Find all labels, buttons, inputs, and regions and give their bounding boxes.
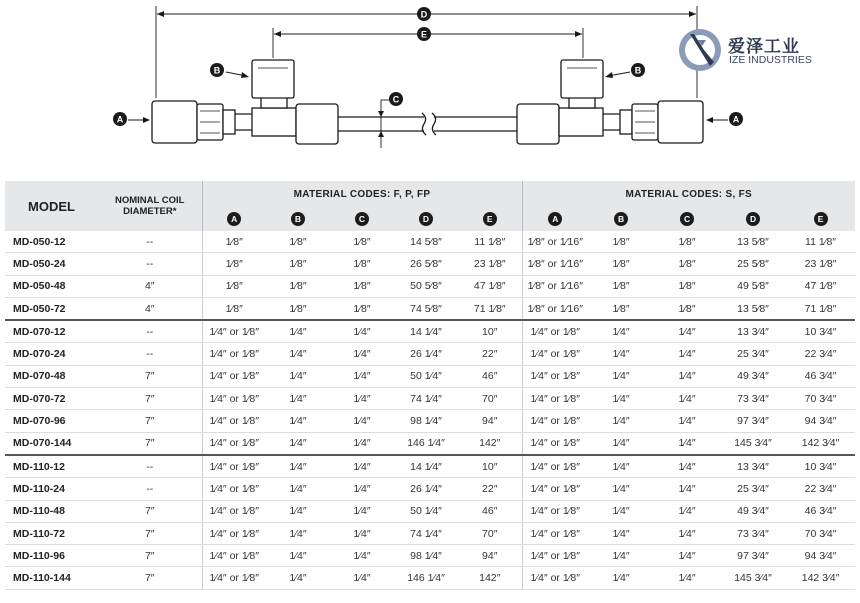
dimension-cell-e1: 11 1⁄8″ [458,231,522,253]
dimension-cell-d2: 145 3⁄4″ [720,432,786,455]
dimension-cell-c2: 1⁄8″ [654,253,720,275]
dimension-cell-e1: 71 1⁄8″ [458,297,522,320]
coil-diameter-cell: -- [98,455,202,478]
dimension-cell-e2: 46 3⁄4″ [786,365,855,387]
dimension-cell-c1: 1⁄4″ [330,343,394,365]
dimension-cell-c1: 1⁄4″ [330,388,394,410]
dimension-cell-b1: 1⁄4″ [266,522,330,544]
column-header-c-group2 [654,207,720,231]
svg-text:E: E [420,29,428,40]
dimension-cell-a2: 1⁄8″ or 1⁄16″ [522,297,588,320]
dimension-cell-b2: 1⁄4″ [588,500,654,522]
dimension-cell-e1: 94″ [458,410,522,432]
dimension-cell-e2: 94 3⁄4″ [786,545,855,567]
dimension-cell-e2: 71 1⁄8″ [786,297,855,320]
dimension-cell-b1: 1⁄8″ [266,297,330,320]
dimension-cell-c2: 1⁄8″ [654,231,720,253]
dimension-cell-c1: 1⁄4″ [330,478,394,500]
dimension-cell-a2: 1⁄8″ or 1⁄16″ [522,231,588,253]
dimension-cell-e2: 94 3⁄4″ [786,410,855,432]
svg-text:C: C [392,94,400,105]
dimension-cell-d2: 25 5⁄8″ [720,253,786,275]
dimension-cell-b2: 1⁄8″ [588,231,654,253]
dimension-cell-c2: 1⁄4″ [654,478,720,500]
dimension-cell-c1: 1⁄4″ [330,432,394,455]
dimension-cell-d1: 74 5⁄8″ [394,297,458,320]
dimension-cell-a1: 1⁄4″ or 1⁄8″ [202,410,266,432]
dimension-cell-e1: 10″ [458,320,522,343]
dimension-cell-c1: 1⁄4″ [330,455,394,478]
table-row [5,388,855,410]
column-header-e-group2 [786,207,855,231]
dimension-cell-c2: 1⁄8″ [654,297,720,320]
model-cell: MD-070-48 [5,365,98,387]
dimension-cell-b1: 1⁄8″ [266,231,330,253]
model-cell: MD-110-72 [5,522,98,544]
table-row [5,522,855,544]
dimension-cell-b1: 1⁄4″ [266,567,330,589]
table-row [5,455,855,478]
dimension-cell-d2: 25 3⁄4″ [720,478,786,500]
dimension-cell-c2: 1⁄4″ [654,388,720,410]
model-cell: MD-110-48 [5,500,98,522]
coil-diameter-cell: -- [98,231,202,253]
dimension-cell-d2: 49 3⁄4″ [720,500,786,522]
dimension-cell-e2: 46 3⁄4″ [786,500,855,522]
dimension-cell-a2: 1⁄4″ or 1⁄8″ [522,522,588,544]
dimension-cell-c2: 1⁄4″ [654,410,720,432]
letter-badge-e: E [483,212,497,226]
letter-badge-b: B [614,212,628,226]
dimension-cell-d1: 50 1⁄4″ [394,365,458,387]
dimension-cell-e1: 22″ [458,343,522,365]
coil-diameter-cell: 7″ [98,410,202,432]
model-cell: MD-070-24 [5,343,98,365]
dimension-cell-d1: 26 1⁄4″ [394,343,458,365]
dimension-cell-d2: 13 5⁄8″ [720,297,786,320]
dimension-cell-d1: 146 1⁄4″ [394,567,458,589]
dimension-cell-c1: 1⁄8″ [330,275,394,297]
dimension-cell-c2: 1⁄4″ [654,432,720,455]
dimension-cell-a1: 1⁄4″ or 1⁄8″ [202,343,266,365]
column-header-d-group1 [394,207,458,231]
dimension-cell-a1: 1⁄8″ [202,275,266,297]
coil-diameter-cell: 7″ [98,545,202,567]
dimension-cell-e2: 70 3⁄4″ [786,388,855,410]
dimension-cell-d1: 14 1⁄4″ [394,455,458,478]
dimension-cell-e2: 11 1⁄8″ [786,231,855,253]
dimension-cell-b1: 1⁄8″ [266,275,330,297]
dimension-cell-e1: 142″ [458,432,522,455]
dimension-cell-c2: 1⁄8″ [654,275,720,297]
dimension-cell-a1: 1⁄4″ or 1⁄8″ [202,365,266,387]
dimension-cell-c1: 1⁄4″ [330,365,394,387]
dimension-cell-d1: 50 1⁄4″ [394,500,458,522]
dimension-cell-e2: 10 3⁄4″ [786,320,855,343]
dimension-cell-b1: 1⁄4″ [266,388,330,410]
callout-d [417,7,431,21]
coil-diameter-cell: -- [98,320,202,343]
dimension-cell-a1: 1⁄8″ [202,297,266,320]
column-header-d-group2 [720,207,786,231]
callout-e [417,27,431,41]
dimension-cell-d2: 49 3⁄4″ [720,365,786,387]
dimension-cell-b2: 1⁄8″ [588,297,654,320]
dimension-cell-a1: 1⁄4″ or 1⁄8″ [202,455,266,478]
dimension-cell-b2: 1⁄4″ [588,343,654,365]
dimension-cell-d2: 13 5⁄8″ [720,231,786,253]
coil-diameter-cell: -- [98,478,202,500]
svg-text:B: B [213,65,221,76]
table-row [5,410,855,432]
dimension-cell-d1: 98 1⁄4″ [394,410,458,432]
dimension-cell-a2: 1⁄4″ or 1⁄8″ [522,343,588,365]
model-cell: MD-070-144 [5,432,98,455]
dimension-cell-a2: 1⁄4″ or 1⁄8″ [522,500,588,522]
dimension-cell-c1: 1⁄4″ [330,410,394,432]
dimension-cell-b1: 1⁄8″ [266,253,330,275]
svg-text:D: D [420,9,428,20]
model-cell: MD-070-96 [5,410,98,432]
dimension-cell-b2: 1⁄4″ [588,567,654,589]
dimension-cell-b2: 1⁄4″ [588,545,654,567]
dimension-cell-d2: 49 5⁄8″ [720,275,786,297]
dimension-cell-c2: 1⁄4″ [654,320,720,343]
model-cell: MD-110-96 [5,545,98,567]
dimension-cell-a1: 1⁄4″ or 1⁄8″ [202,500,266,522]
table-row [5,253,855,275]
dimension-cell-b2: 1⁄4″ [588,365,654,387]
coil-diameter-cell: 7″ [98,365,202,387]
dimension-cell-c2: 1⁄4″ [654,567,720,589]
letter-badge-d: D [746,212,760,226]
table-row [5,478,855,500]
dimension-cell-e2: 142 3⁄4″ [786,432,855,455]
dimension-cell-e1: 10″ [458,455,522,478]
dimension-cell-b1: 1⁄4″ [266,343,330,365]
callout-a-left [113,112,127,126]
dimension-cell-a2: 1⁄4″ or 1⁄8″ [522,388,588,410]
column-header-a-group2 [522,207,588,231]
table-row [5,567,855,589]
logo-chinese-name: 爱泽工业 [728,37,800,57]
dimension-cell-e1: 142″ [458,567,522,589]
dimension-cell-d2: 13 3⁄4″ [720,320,786,343]
dimension-cell-a2: 1⁄4″ or 1⁄8″ [522,410,588,432]
dimension-cell-c1: 1⁄8″ [330,253,394,275]
dimension-cell-d2: 13 3⁄4″ [720,455,786,478]
dimension-cell-b1: 1⁄4″ [266,410,330,432]
callout-b-right [631,63,645,77]
logo-mark-icon [676,26,724,74]
dimension-cell-d1: 74 1⁄4″ [394,388,458,410]
letter-badge-a: A [227,212,241,226]
table-row [5,231,855,253]
letter-badge-b: B [291,212,305,226]
callout-c [389,92,403,106]
dimension-cell-b1: 1⁄4″ [266,432,330,455]
dimension-cell-e1: 47 1⁄8″ [458,275,522,297]
dimension-cell-c1: 1⁄8″ [330,231,394,253]
dimension-cell-d2: 97 3⁄4″ [720,410,786,432]
dimension-cell-d2: 73 3⁄4″ [720,522,786,544]
dimension-spec-table [5,181,855,590]
dimension-cell-a1: 1⁄4″ or 1⁄8″ [202,388,266,410]
material-group-s-fs-header: MATERIAL CODES: S, FS [522,181,855,207]
dimension-cell-d2: 73 3⁄4″ [720,388,786,410]
dimension-cell-c2: 1⁄4″ [654,500,720,522]
model-cell: MD-110-24 [5,478,98,500]
material-group-f-p-fp-header: MATERIAL CODES: F, P, FP [202,181,522,207]
coil-diameter-cell: 7″ [98,432,202,455]
dimension-cell-a2: 1⁄4″ or 1⁄8″ [522,545,588,567]
table-row [5,365,855,387]
column-header-b-group1 [266,207,330,231]
dimension-cell-b1: 1⁄4″ [266,478,330,500]
dimension-cell-d1: 14 5⁄8″ [394,231,458,253]
dimension-cell-a2: 1⁄4″ or 1⁄8″ [522,432,588,455]
column-header-c-group1 [330,207,394,231]
dimension-cell-e2: 142 3⁄4″ [786,567,855,589]
coil-diameter-column-header [98,181,202,231]
coil-diameter-cell: 7″ [98,567,202,589]
coil-diameter-cell: -- [98,253,202,275]
model-cell: MD-070-72 [5,388,98,410]
dimension-cell-a2: 1⁄4″ or 1⁄8″ [522,455,588,478]
dimension-cell-c2: 1⁄4″ [654,455,720,478]
dimension-cell-b2: 1⁄4″ [588,455,654,478]
dimension-cell-a2: 1⁄8″ or 1⁄16″ [522,253,588,275]
table-row [5,297,855,320]
dimension-cell-b2: 1⁄4″ [588,320,654,343]
column-header-a-group1 [202,207,266,231]
dimension-cell-b2: 1⁄8″ [588,253,654,275]
table-row [5,500,855,522]
dimension-cell-a1: 1⁄4″ or 1⁄8″ [202,522,266,544]
model-column-header: MODEL [5,181,98,231]
coil-diameter-cell: 7″ [98,388,202,410]
dimension-cell-b2: 1⁄4″ [588,410,654,432]
dimension-cell-c1: 1⁄4″ [330,522,394,544]
dimension-cell-b1: 1⁄4″ [266,365,330,387]
dimension-cell-b1: 1⁄4″ [266,545,330,567]
column-header-e-group1 [458,207,522,231]
model-cell: MD-050-12 [5,231,98,253]
coil-diameter-cell: 4″ [98,297,202,320]
dimension-cell-a1: 1⁄4″ or 1⁄8″ [202,478,266,500]
table-row [5,432,855,455]
dimension-cell-d2: 25 3⁄4″ [720,343,786,365]
coil-diameter-cell: 7″ [98,500,202,522]
dimension-cell-b1: 1⁄4″ [266,500,330,522]
model-cell: MD-110-144 [5,567,98,589]
dimension-cell-e2: 10 3⁄4″ [786,455,855,478]
dimension-cell-d1: 98 1⁄4″ [394,545,458,567]
company-logo [676,22,836,78]
coil-diameter-cell: 4″ [98,275,202,297]
dimension-cell-d1: 146 1⁄4″ [394,432,458,455]
dimension-cell-d1: 26 1⁄4″ [394,478,458,500]
letter-badge-c: C [680,212,694,226]
model-cell: MD-070-12 [5,320,98,343]
letter-badge-d: D [419,212,433,226]
column-header-b-group2 [588,207,654,231]
letter-badge-a: A [548,212,562,226]
coil-diameter-cell: 7″ [98,522,202,544]
dimension-cell-a1: 1⁄4″ or 1⁄8″ [202,567,266,589]
coil-header-line1: NOMINAL COIL [115,195,185,206]
logo-english-name: IZE INDUSTRIES [729,54,812,66]
dimension-cell-c1: 1⁄8″ [330,297,394,320]
dimension-cell-a2: 1⁄8″ or 1⁄16″ [522,275,588,297]
dimension-cell-b2: 1⁄8″ [588,275,654,297]
svg-text:A: A [116,114,124,125]
dimension-cell-a2: 1⁄4″ or 1⁄8″ [522,320,588,343]
dimension-cell-d2: 97 3⁄4″ [720,545,786,567]
dimension-cell-b2: 1⁄4″ [588,478,654,500]
model-cell: MD-050-48 [5,275,98,297]
dimension-cell-c2: 1⁄4″ [654,545,720,567]
coil-header-line2: DIAMETER* [123,206,177,217]
dimension-cell-a1: 1⁄8″ [202,231,266,253]
table-row [5,343,855,365]
model-cell: MD-050-72 [5,297,98,320]
dimension-cell-a2: 1⁄4″ or 1⁄8″ [522,365,588,387]
dimension-cell-c2: 1⁄4″ [654,365,720,387]
model-cell: MD-050-24 [5,253,98,275]
dimension-cell-e1: 23 1⁄8″ [458,253,522,275]
dimension-cell-a2: 1⁄4″ or 1⁄8″ [522,567,588,589]
dimension-cell-a1: 1⁄4″ or 1⁄8″ [202,320,266,343]
table-row [5,320,855,343]
model-cell: MD-110-12 [5,455,98,478]
svg-text:A: A [732,114,740,125]
svg-text:B: B [634,65,642,76]
dimension-cell-c1: 1⁄4″ [330,500,394,522]
dimension-cell-b1: 1⁄4″ [266,455,330,478]
callout-b-left [210,63,224,77]
dimension-cell-e2: 22 3⁄4″ [786,478,855,500]
dimension-cell-d1: 74 1⁄4″ [394,522,458,544]
dimension-cell-a1: 1⁄4″ or 1⁄8″ [202,432,266,455]
dimension-cell-c1: 1⁄4″ [330,567,394,589]
dimension-cell-c1: 1⁄4″ [330,320,394,343]
dimension-cell-e1: 70″ [458,522,522,544]
dimension-cell-a1: 1⁄8″ [202,253,266,275]
dimension-cell-e2: 70 3⁄4″ [786,522,855,544]
table-row [5,275,855,297]
dimension-cell-b1: 1⁄4″ [266,320,330,343]
dimension-cell-a2: 1⁄4″ or 1⁄8″ [522,478,588,500]
dimension-cell-d1: 50 5⁄8″ [394,275,458,297]
dimension-cell-e2: 23 1⁄8″ [786,253,855,275]
dimension-cell-b2: 1⁄4″ [588,388,654,410]
table-row [5,545,855,567]
dimension-cell-b2: 1⁄4″ [588,432,654,455]
dimension-cell-d2: 145 3⁄4″ [720,567,786,589]
dimension-cell-e1: 46″ [458,500,522,522]
letter-badge-e: E [814,212,828,226]
dimension-cell-d1: 26 5⁄8″ [394,253,458,275]
dimension-cell-e2: 22 3⁄4″ [786,343,855,365]
dimension-cell-e1: 94″ [458,545,522,567]
dimension-cell-e2: 47 1⁄8″ [786,275,855,297]
dimension-cell-c1: 1⁄4″ [330,545,394,567]
dimension-cell-c2: 1⁄4″ [654,522,720,544]
dimension-cell-b2: 1⁄4″ [588,522,654,544]
callout-a-right [729,112,743,126]
letter-badge-c: C [355,212,369,226]
dimension-cell-a1: 1⁄4″ or 1⁄8″ [202,545,266,567]
dimension-cell-e1: 46″ [458,365,522,387]
dimension-cell-d1: 14 1⁄4″ [394,320,458,343]
dimension-cell-e1: 70″ [458,388,522,410]
dimension-cell-e1: 22″ [458,478,522,500]
coil-diameter-cell: -- [98,343,202,365]
dimension-cell-c2: 1⁄4″ [654,343,720,365]
